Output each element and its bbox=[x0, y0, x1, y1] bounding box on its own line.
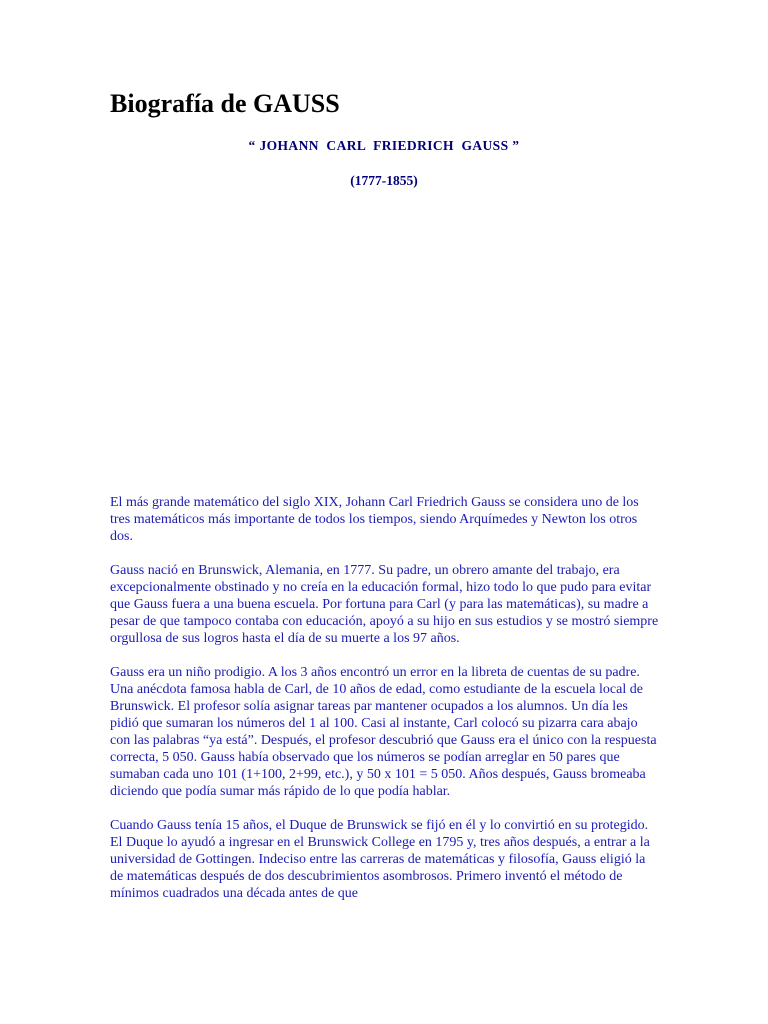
paragraph: El más grande matemático del siglo XIX, Johann Carl Friedrich Gauss se considera uno de los tres matemáticos más importante de todos los tiempos, siendo Arquímedes y Newton los otros dos. bbox=[110, 495, 639, 544]
life-dates: (1777-1855) bbox=[350, 173, 418, 188]
document-body bbox=[110, 494, 660, 919]
paragraph: Gauss nació en Brunswick, Alemania, en 1777. Su padre, un obrero amante del trabajo, era excepcionalmente obstinado y no creía en la educación formal, hizo todo lo que pudo para evitar que Gauss fuera a una buena escuela. Por fortuna para Carl (y para las matemáticas), su madre a pesar de que tampoco contaba con educación, apoyó a su hijo en sus estudios y se mostró siempre orgullosa de sus logros hasta el día de su muerte a los 97 años. bbox=[110, 563, 659, 646]
paragraph: Cuando Gauss tenía 15 años, el Duque de Brunswick se fijó en él y lo convirtió en su protegido. El Duque lo ayudó a ingresar en el Brunswick College en 1795 y, tres años después, a entrar a la universidad de Gottingen. Indeciso entre las carreras de matemáticas y filosofía, Gauss eligió la de matemáticas después de dos descubrimientos asombrosos. Primero inventó el método de mínimos cuadrados una década antes de que bbox=[110, 818, 650, 901]
paragraph: Gauss era un niño prodigio. A los 3 años encontró un error en la libreta de cuentas de su padre. Una anécdota famosa habla de Carl, de 10 años de edad, como estudiante de la escuela local de Brunswick. El profesor solía asignar tareas par mantener ocupados a los alumnos. Un día les pidió que sumaran los números del 1 al 100. Casi al instante, Carl colocó su pizarra cara abajo con las palabras “ya está”. Después, el profesor descubrió que Gauss era el único con la respuesta correcta, 5 050. Gauss había observado que los números se podían arreglar en 50 pares que sumaban cada uno 101 (1+100, 2+99, etc.), y 50 x 101 = 5 050. Años después, Gauss bromeaba diciendo que podía sumar más rápido de lo que podía hablar. bbox=[110, 665, 657, 799]
document-subtitle: “ JOHANN CARL FRIEDRICH GAUSS ” bbox=[248, 138, 520, 153]
document-title: Biografía de GAUSS bbox=[110, 89, 340, 118]
